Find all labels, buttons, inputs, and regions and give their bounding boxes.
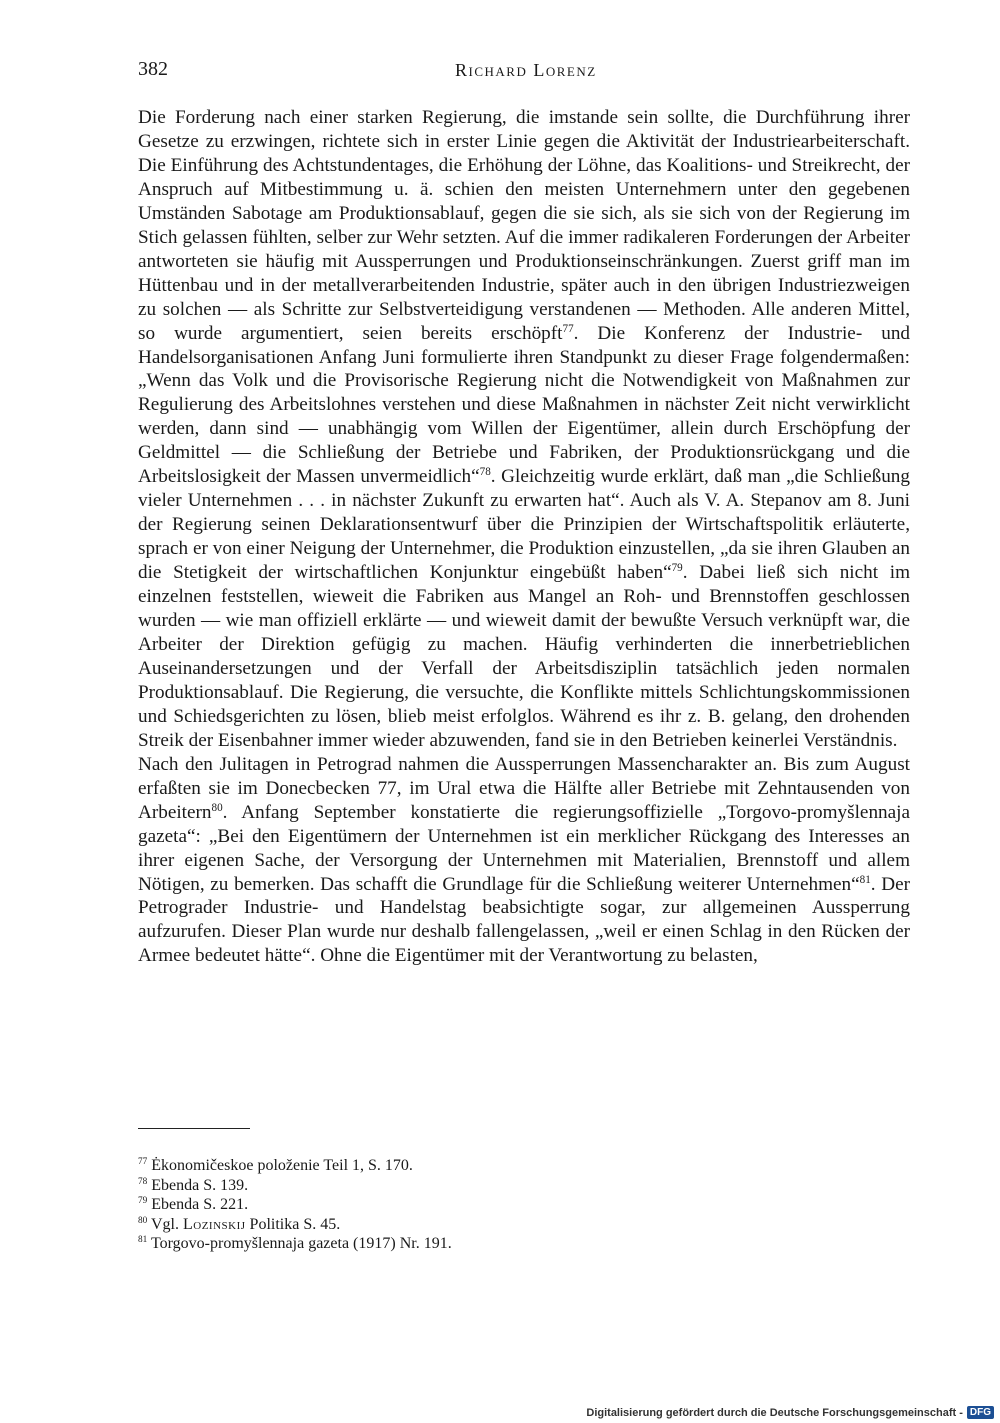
- footnote-text: Ebenda S. 139.: [151, 1176, 249, 1194]
- footnote-number: 77: [138, 1156, 148, 1167]
- footnote-number: 79: [138, 1195, 148, 1206]
- page-number: 382: [138, 58, 168, 80]
- footnote-number: 80: [138, 1215, 148, 1226]
- text-run: Nach den Julitagen in Petrograd nahmen die Aussperrungen Massencharakter an. Bis zum August erfaßten sie im Donecbecken 77, im Ural etwa die Hälfte aller Betriebe mit Zehntausenden von Arbeitern: [138, 753, 910, 823]
- footnote-author: Lozinskij: [182, 1215, 246, 1233]
- text-run: . Anfang September konstatierte die regierungsoffizielle „Torgovo-promyšlennaja gazeta“: „Bei den Eigentümern der Unternehmen ist ein merklicher Rückgang des Interesses an ihrer eigenen Sache, der Versorgung der Unternehmen mit Materialien, Brennstoff und allem Nötigen, zu bemerken. Das schafft die Grundlage für die Schließung weiterer Unternehmen“: [138, 801, 910, 895]
- footnote-text: Ėkonomičeskoe položenie Teil 1, S. 170.: [151, 1157, 413, 1174]
- digitization-credit: [586, 1406, 994, 1419]
- footnote-number: 81: [138, 1234, 148, 1245]
- footnote: [138, 1195, 898, 1215]
- footnote-text: Torgovo-promyšlennaja gazeta (1917) Nr. 191.: [150, 1235, 452, 1252]
- text-run: Die Forderung nach einer starken Regierung, die imstande sein sollte, die Durchführung ihrer Gesetze zu erzwingen, richtete sich in erster Linie gegen die Aktivität der Industriearbeiterschaft. Die Einführung des Achtstundentages, die Erhöhung der Löhne, das Koalitions- und Streikrecht, der Anspruch auf Mitbestimmung u. ä. schien den meisten Unternehmern unter den gegebenen Umständen Sabotage am Produktionsablauf, gegen die sie sich, als sie sich von der Regierung im Stich gelassen fühlten, selber zur Wehr setzten. Auf die immer radikaleren Forderungen der Arbeiter antworteten sie häufig mit Aussperrungen und Produktionseinschränkungen. Zuerst griff man im Hüttenbau und in der metallverarbeitenden Industrie, später auch in den übrigen Industriezweigen zu solchen — als Schritte zur Selbstverteidigung verstandenen — Methoden. Alle anderen Mittel, so wurde argumentiert, seien bereits erschöpft: [138, 107, 910, 344]
- footnote-text: Vgl.: [150, 1215, 183, 1233]
- paragraph: [138, 753, 910, 969]
- text-run: . Der Petrograder Industrie- und Handelstag beabsichtigte sogar, zur allgemeinen Aussperrung aufzurufen. Dieser Plan wurde nur deshalb fallengelassen, „weil er einen Schlag in den Rücken der Armee bedeutet hätte“. Ohne die Eigentümer mit der Verantwortung zu belasten,: [138, 873, 910, 967]
- footnote-ref[interactable]: 80: [211, 801, 223, 814]
- body-text: [138, 106, 910, 968]
- text-run: . Dabei ließ sich nicht im einzelnen feststellen, wieweit die Fabriken aus Mangel an Roh- und Brennstoffen geschlossen wurden — wie man offiziell erklärte — und wieweit damit der bewußte Versuch verknüpft war, die Arbeiter der Direktion gefügig zu machen. Häufig verhinderten die innerbetrieblichen Auseinandersetzungen und der Verfall der Arbeitsdisziplin tatsächlich jeden normalen Produktionsablauf. Die Regierung, die versuchte, die Konflikte mittels Schlichtungskommissionen und Schiedsgerichten zu lösen, blieb meist erfolglos. Während es ihr z. B. gelang, den drohenden Streik der Eisenbahner immer wieder abzuwenden, fand sie in den Betrieben keinerlei Verständnis.: [138, 562, 910, 751]
- footnotes: [138, 1156, 898, 1254]
- footnote-rule: [138, 1128, 250, 1129]
- text-run: . Gleichzeitig wurde erklärt, daß man „die Schließung vieler Unternehmen . . . in nächster Zukunft zu erwarten hat“. Auch als V. A. Stepanov am 8. Juni der Regierung seinen Deklarationsentwurf über die Prinzipien der Wirtschaftspolitik erläuterte, sprach er von einer Neigung der Unternehmer, die Produktion einzustellen, „da sie ihren Glauben an die Stetigkeit der wirtschaftlichen Konjunktur eingebüßt haben“: [138, 466, 910, 584]
- footnote: [138, 1234, 898, 1254]
- footnote-number: 78: [138, 1176, 148, 1187]
- footnote-text: Ebenda S. 221.: [151, 1196, 249, 1213]
- footnote: [138, 1176, 898, 1196]
- footnote: [138, 1215, 898, 1235]
- running-head: Richard Lorenz: [455, 60, 597, 80]
- credit-text: Digitalisierung gefördert durch die Deutsche Forschungsgemeinschaft -: [586, 1406, 963, 1419]
- footnote: [138, 1156, 898, 1176]
- footnote-ref[interactable]: 79: [671, 561, 683, 574]
- footnote-ref[interactable]: 78: [479, 466, 491, 479]
- footnote-ref[interactable]: 81: [859, 873, 871, 886]
- text-run: . Die Konferenz der Industrie- und Handelsorganisationen Anfang Juni formulierte ihren Standpunkt zu dieser Frage folgendermaßen: „Wenn das Volk und die Provisorische Regierung nicht die Notwendigkeit von Maßnahmen zur Regulierung des Arbeitslohnes verstehen und diese Maßnahmen in nächster Zeit nicht verwirklicht werden, dann sind — unabhängig vom Willen der Eigentümer, allein durch Erschöpfung der Geldmittel — die Schließung der Betriebe und Fabriken, der Produktionsrückgang und die Arbeitslosigkeit der Massen unvermeidlich“: [138, 322, 911, 488]
- footnote-ref[interactable]: 77: [562, 322, 574, 335]
- dfg-logo: DFG: [967, 1406, 994, 1419]
- paragraph: [138, 106, 910, 753]
- footnote-text: Politika S. 45.: [245, 1215, 341, 1233]
